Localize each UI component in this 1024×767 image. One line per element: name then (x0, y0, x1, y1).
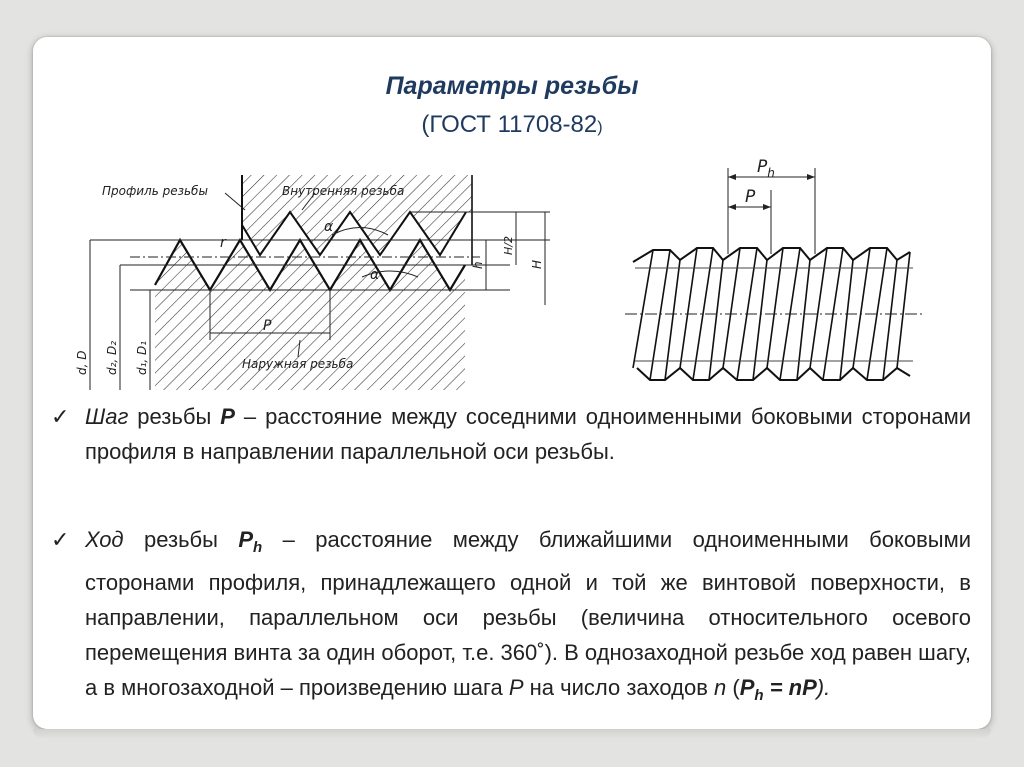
word-thread: резьбы (123, 527, 239, 552)
symbol-Ph-sub: h (253, 539, 263, 556)
label-d-D: d, D (75, 350, 89, 375)
subtitle-text: (ГОСТ 11708-82 (421, 111, 598, 138)
word-thread: резьбы (128, 404, 221, 429)
label-profile: Профиль резьбы (102, 184, 208, 198)
symbol-P: P (220, 404, 235, 429)
label-r: r (220, 235, 226, 251)
check-icon: ✓ (51, 527, 70, 552)
label-Ph-main: P (757, 157, 768, 177)
label-internal-thread: Внутренняя резьба (282, 184, 405, 198)
inline-n: n (714, 675, 727, 700)
label-alpha-bottom: α (370, 267, 380, 283)
label-P-right: P (745, 187, 756, 207)
label-h: h (471, 261, 485, 269)
pitch-definition: – расстояние между соседними одноименными боковыми сторонами профиля в направлении параллельной оси резьбы. (85, 404, 971, 464)
label-d1-D1: d₁, D₁ (135, 340, 149, 375)
label-external-thread: Наружная резьба (242, 357, 354, 371)
formula-P: P (739, 675, 755, 700)
label-P: P (263, 318, 272, 334)
slide-title: Параметры резьбы (385, 72, 639, 100)
lead-definition: – расстояние между ближайшими одноименными боковыми сторонами профиля, принадлежащего одной и той же винтовой поверхности, в направлении, параллельном оси резьбы (величина относительного осевого перемещения винта за один оборот, т.е. 360˚). В однозаходной резьбе ход равен шагу, а в многозаходной – произведению шага (85, 527, 972, 700)
subtitle-close: ) (597, 119, 603, 136)
formula-rest: = nP (763, 675, 817, 700)
check-icon: ✓ (51, 404, 70, 429)
thread-profile-diagram (70, 165, 560, 395)
lead-text-2: на число заходов (523, 675, 715, 700)
lead-text-4: ). (816, 675, 831, 700)
label-d2-D2: d₂, D₂ (105, 340, 119, 375)
label-Ph (757, 157, 775, 180)
bullet-pitch (51, 399, 971, 469)
label-alpha-top: α (324, 219, 334, 235)
label-H-half: H/2 (502, 236, 515, 255)
term-pitch: Шаг (85, 404, 129, 429)
threaded-rod-diagram (625, 150, 925, 390)
bullet-lead (51, 522, 972, 713)
slide-shadow (33, 729, 991, 739)
symbol-Ph: P (238, 527, 254, 552)
slide-subtitle (0, 111, 1024, 139)
lead-text-3: ( (726, 675, 740, 700)
inline-P: P (508, 675, 524, 700)
formula-sub: h (754, 687, 764, 704)
label-H: H (530, 259, 544, 269)
term-lead: Ход (85, 527, 124, 552)
label-Ph-sub: h (767, 166, 775, 180)
